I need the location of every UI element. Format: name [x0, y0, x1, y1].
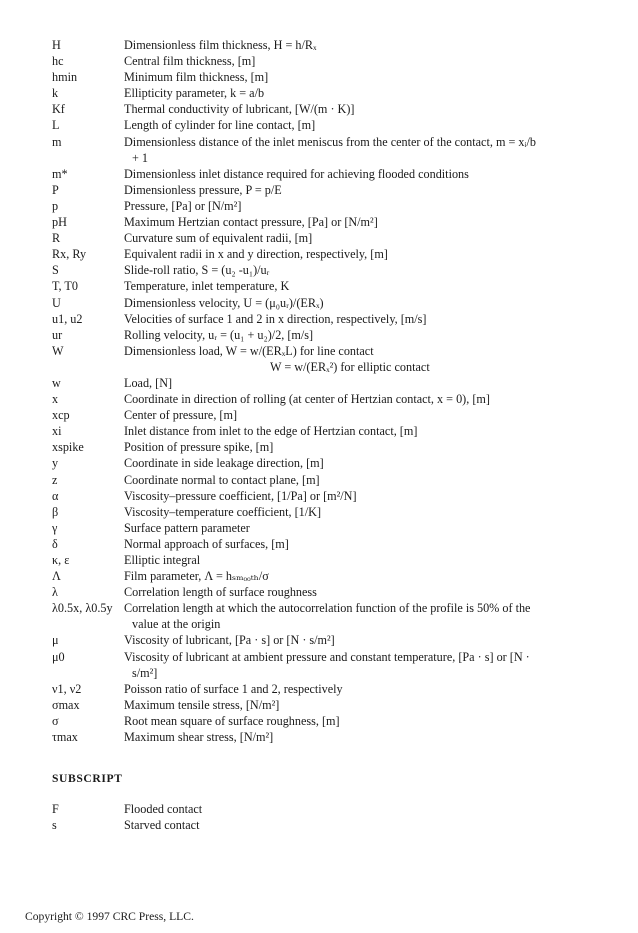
symbol: w [52, 375, 61, 390]
list-item [52, 439, 612, 455]
description-block [124, 600, 612, 632]
description: Curvature sum of equivalent radii, [m] [124, 231, 313, 246]
list-item [52, 632, 612, 648]
symbol: μ [52, 633, 59, 648]
symbol: x [52, 392, 59, 407]
description: Pressure, [Pa] or [N/m²] [124, 198, 242, 213]
description: Elliptic integral [124, 553, 201, 567]
description: Coordinate in direction of rolling (at center of Hertzian contact, x = 0), [m] [124, 392, 490, 407]
description-block [124, 134, 612, 166]
list-item [52, 697, 612, 713]
list-item [52, 37, 612, 53]
symbol: m* [52, 166, 68, 181]
symbol: δ [52, 536, 58, 551]
symbol: y [52, 456, 59, 471]
list-item [52, 488, 612, 504]
description: Position of pressure spike, [m] [124, 440, 274, 455]
list-item [52, 568, 612, 584]
symbol: ν1, ν2 [52, 681, 82, 696]
list-item [52, 423, 612, 439]
description: Rolling velocity, uᵣ = (u₁ + u₂)/2, [m/s] [124, 327, 314, 342]
list-item [52, 681, 612, 697]
description: Ellipticity parameter, k = a/b [124, 86, 265, 101]
description-continuation: s/m²] [132, 665, 158, 680]
description: Dimensionless film thickness, H = h/Rₓ [124, 38, 317, 52]
list-item [52, 552, 612, 568]
description: Viscosity–pressure coefficient, [1/Pa] or [m²/N] [124, 488, 357, 503]
list-item [52, 85, 612, 101]
description: Film parameter, Λ = hₛₘₒₒₜₕ/σ [124, 569, 269, 584]
symbol: Kf [52, 102, 65, 117]
symbol: W [52, 343, 64, 358]
description: Correlation length at which the autocorrelation function of the profile is 50% of the [124, 601, 531, 616]
symbol: ur [52, 327, 63, 342]
symbol: xi [52, 424, 62, 439]
list-item [52, 520, 612, 536]
list-item [52, 69, 612, 85]
symbol: xcp [52, 408, 70, 423]
symbol: p [52, 198, 59, 213]
symbol: T, T0 [52, 279, 78, 294]
description: Velocities of surface 1 and 2 in x direction, respectively, [m/s] [124, 311, 427, 326]
symbol: κ, ε [52, 553, 70, 567]
description: Viscosity of lubricant at ambient pressure and constant temperature, [Pa · s] or [N · [124, 649, 530, 664]
symbol: μ0 [52, 649, 65, 664]
symbol: m [52, 134, 62, 149]
symbol: λ [52, 585, 58, 600]
description: Load, [N] [124, 375, 173, 390]
symbol: U [52, 295, 61, 310]
symbol: Λ [52, 569, 61, 584]
symbol: σmax [52, 697, 80, 712]
description: Dimensionless distance of the inlet meniscus from the center of the contact, m = xᵢ/b [124, 134, 536, 149]
description: Surface pattern parameter [124, 520, 250, 535]
description-block [124, 343, 612, 375]
symbol: Rx, Ry [52, 247, 87, 262]
symbol: pH [52, 215, 67, 230]
list-item [52, 134, 612, 166]
description: Coordinate in side leakage direction, [m] [124, 456, 324, 471]
list-item [52, 214, 612, 230]
description: Viscosity of lubricant, [Pa · s] or [N · s/m²] [124, 633, 335, 648]
symbol: hmin [52, 70, 78, 85]
list-item [52, 407, 612, 423]
description: Dimensionless load, W = w/(ERₓL) for line contact [124, 343, 374, 358]
list-item [52, 246, 612, 262]
list-item [52, 230, 612, 246]
list-item [52, 649, 612, 681]
list-item [52, 600, 612, 632]
list-item [52, 182, 612, 198]
description: Length of cylinder for line contact, [m] [124, 118, 316, 133]
symbol: σ [52, 713, 59, 728]
list-item [52, 472, 612, 488]
description: Dimensionless pressure, P = p/E [124, 182, 282, 197]
symbol: s [52, 818, 57, 833]
list-item [52, 327, 612, 343]
list-item [52, 391, 612, 407]
description: Slide-roll ratio, S = (u₂ -u₁)/uᵣ [124, 263, 270, 278]
symbol: S [52, 263, 59, 278]
description: Flooded contact [124, 802, 203, 816]
list-item [52, 295, 612, 311]
list-item [52, 343, 612, 375]
description: Maximum tensile stress, [N/m²] [124, 697, 280, 712]
description: Center of pressure, [m] [124, 408, 238, 423]
description: Maximum Hertzian contact pressure, [Pa] or [N/m²] [124, 215, 378, 230]
description-block [124, 649, 612, 681]
description: Viscosity–temperature coefficient, [1/K] [124, 504, 322, 519]
description-continuation: W = w/(ERₓ²) for elliptic contact [270, 359, 430, 374]
list-item [52, 375, 612, 391]
list-item [52, 311, 612, 327]
subscript-list [52, 801, 612, 833]
description: Maximum shear stress, [N/m²] [124, 730, 274, 745]
list-item [52, 455, 612, 471]
symbol: hc [52, 54, 64, 69]
description: Minimum film thickness, [m] [124, 70, 269, 85]
description: Normal approach of surfaces, [m] [124, 536, 289, 551]
list-item [52, 278, 612, 294]
symbol: γ [52, 520, 58, 535]
description: Equivalent radii in x and y direction, respectively, [m] [124, 247, 388, 262]
symbol: L [52, 118, 60, 133]
list-item [52, 817, 612, 833]
symbol: xspike [52, 440, 84, 455]
description: Temperature, inlet temperature, K [124, 279, 290, 294]
description-continuation: value at the origin [132, 617, 221, 632]
symbol: z [52, 472, 58, 487]
list-item [52, 536, 612, 552]
list-item [52, 584, 612, 600]
symbol: τmax [52, 730, 78, 745]
symbol: λ0.5x, λ0.5y [52, 601, 113, 616]
description: Starved contact [124, 818, 200, 833]
description: Dimensionless velocity, U = (μ₀uᵣ)/(ERₓ) [124, 295, 324, 310]
description: Coordinate normal to contact plane, [m] [124, 472, 320, 487]
description: Central film thickness, [m] [124, 54, 256, 69]
list-item [52, 713, 612, 729]
list-item [52, 262, 612, 278]
list-item [52, 729, 612, 745]
nomenclature-list [52, 37, 612, 745]
copyright-notice: Copyright © 1997 CRC Press, LLC. [25, 910, 194, 923]
symbol: P [52, 182, 59, 197]
description: Root mean square of surface roughness, [m] [124, 713, 340, 728]
symbol: F [52, 802, 59, 816]
symbol: u1, u2 [52, 311, 83, 326]
list-item [52, 117, 612, 133]
list-item [52, 101, 612, 117]
list-item [52, 166, 612, 182]
description: Inlet distance from inlet to the edge of Hertzian contact, [m] [124, 424, 418, 439]
symbol: R [52, 231, 61, 246]
symbol: k [52, 86, 59, 101]
list-item [52, 198, 612, 214]
description: Thermal conductivity of lubricant, [W/(m · K)] [124, 102, 355, 117]
symbol: α [52, 488, 59, 503]
subscript-heading: SUBSCRIPT [52, 772, 123, 785]
list-item [52, 53, 612, 69]
description-continuation: + 1 [132, 150, 149, 165]
list-item [52, 801, 612, 817]
list-item [52, 504, 612, 520]
description: Dimensionless inlet distance required for achieving flooded conditions [124, 166, 469, 181]
symbol: H [52, 38, 61, 52]
description: Correlation length of surface roughness [124, 585, 317, 600]
symbol: β [52, 504, 59, 519]
description: Poisson ratio of surface 1 and 2, respectively [124, 681, 343, 696]
